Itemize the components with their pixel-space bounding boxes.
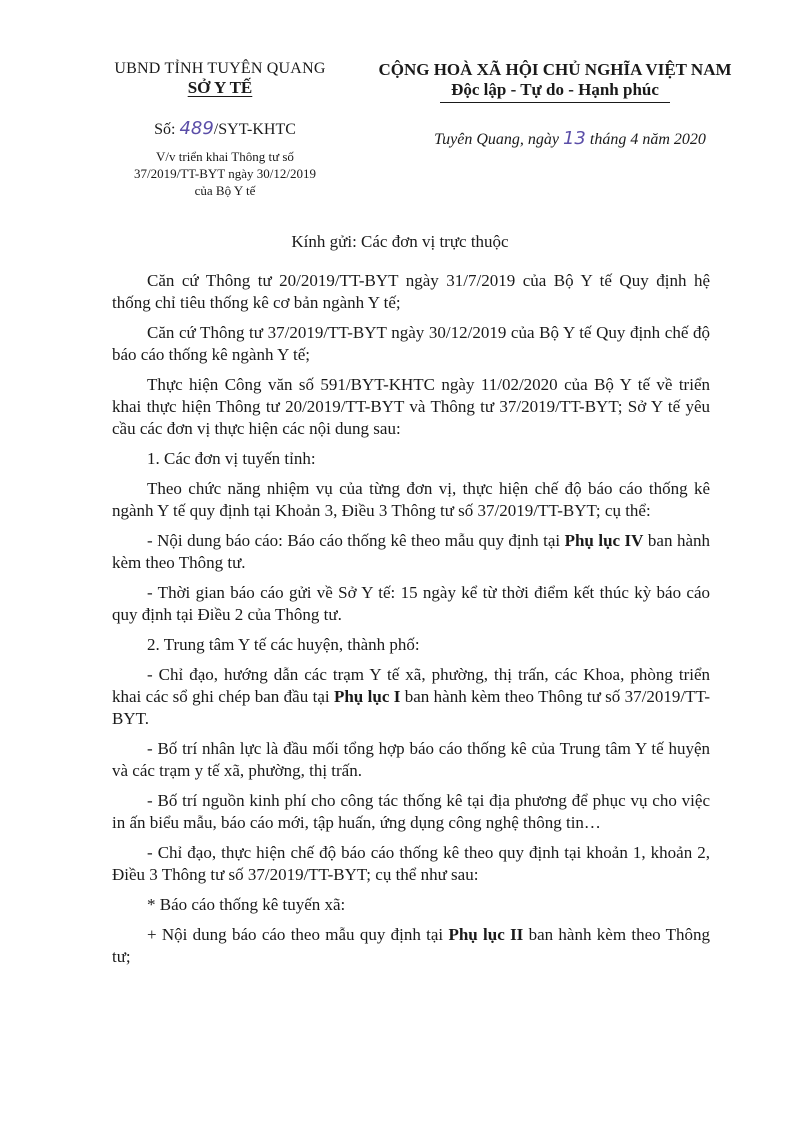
bold-appendix-ref: Phụ lục II: [448, 925, 524, 944]
subject-line: V/v triển khai Thông tư số: [156, 149, 294, 164]
subject-line: 37/2019/TT-BYT ngày 30/12/2019: [134, 166, 316, 181]
section-heading: 2. Trung tâm Y tế các huyện, thành phố:: [147, 635, 420, 654]
paragraph: [112, 530, 710, 574]
issuing-organization: [90, 60, 350, 98]
national-motto: [355, 60, 755, 103]
document-body: [112, 270, 710, 976]
department-name: SỞ Y TẾ: [187, 78, 253, 97]
paragraph: * Báo cáo thống kê tuyến xã:: [147, 895, 346, 914]
bold-appendix-ref: Phụ lục I: [333, 687, 401, 706]
paragraph: - Thời gian báo cáo gửi về Sở Y tế: 15 ngày kể từ thời điểm kết thúc kỳ báo cáo quy định tại Điều 2 của Thông tư.: [112, 583, 710, 624]
paragraph: Thực hiện Công văn số 591/BYT-KHTC ngày 11/02/2020 của Bộ Y tế về triển khai thực hiện Thông tư 20/2019/TT-BYT và Thông tư 37/2019/TT-BYT; Sở Y tế yêu cầu các đơn vị thực hiện các nội dung sau:: [112, 375, 710, 438]
document-number: [80, 118, 370, 139]
paragraph: [112, 664, 710, 730]
text-run: - Chỉ đạo, hướng dẫn các trạm Y tế xã, phường, thị trấn, các Khoa, phòng triển khai các sổ ghi chép ban đầu tại: [112, 665, 710, 706]
country-name: CỘNG HOÀ XÃ HỘI CHỦ NGHĨA VIỆT NAM: [378, 60, 732, 79]
paragraph: Theo chức năng nhiệm vụ của từng đơn vị, thực hiện chế độ báo cáo thống kê ngành Y tế quy định tại Khoản 3, Điều 3 Thông tư số 37/2019/TT-BYT; cụ thể:: [112, 479, 710, 520]
document-number-handwritten: 489: [179, 118, 214, 139]
paragraph: - Chỉ đạo, thực hiện chế độ báo cáo thống kê theo quy định tại khoản 1, khoản 2, Điều 3 Thông tư số 37/2019/TT-BYT; cụ thể như sau:: [112, 843, 710, 884]
motto-line: Độc lập - Tự do - Hạnh phúc: [451, 80, 659, 99]
section-heading: 1. Các đơn vị tuyến tỉnh:: [147, 449, 316, 468]
document-subject: [80, 148, 370, 199]
provincial-committee-name: UBND TỈNH TUYÊN QUANG: [114, 60, 326, 77]
text-run: - Nội dung báo cáo: Báo cáo thống kê theo mẫu quy định tại: [147, 531, 565, 550]
bold-appendix-ref: Phụ lục IV: [564, 531, 644, 550]
paragraph: - Bố trí nhân lực là đầu mối tổng hợp báo cáo thống kê của Trung tâm Y tế huyện và các trạm y tế xã, phường, thị trấn.: [112, 739, 710, 780]
document-number-prefix: Số:: [154, 121, 180, 138]
paragraph: Căn cứ Thông tư 20/2019/TT-BYT ngày 31/7/2019 của Bộ Y tế Quy định hệ thống chỉ tiêu thống kê cơ bản ngành Y tế;: [112, 271, 710, 312]
recipient-greeting: Kính gửi: Các đơn vị trực thuộc: [291, 232, 509, 251]
date-suffix: tháng 4 năm 2020: [585, 131, 706, 148]
motto-underline: [440, 102, 670, 103]
text-run: ban hành kèm theo Thông tư.: [112, 531, 710, 572]
place-and-date: [370, 128, 770, 149]
text-run: ban hành kèm theo Thông tư số 37/2019/TT-BYT.: [112, 687, 710, 728]
paragraph: Căn cứ Thông tư 37/2019/TT-BYT ngày 30/12/2019 của Bộ Y tế Quy định chế độ báo cáo thống kê ngành Y tế;: [112, 323, 710, 364]
paragraph: [112, 924, 710, 968]
text-run: + Nội dung báo cáo theo mẫu quy định tại: [147, 925, 449, 944]
date-prefix: Tuyên Quang, ngày: [434, 131, 563, 148]
text-run: ban hành kèm theo Thông tư;: [112, 925, 710, 966]
date-day-handwritten: 13: [562, 128, 586, 149]
paragraph: - Bố trí nguồn kinh phí cho công tác thống kê tại địa phương để phục vụ cho việc in ấn biểu mẫu, báo cáo mới, tập huấn, ứng dụng công nghệ thông tin…: [112, 791, 710, 832]
document-number-suffix: /SYT-KHTC: [213, 121, 296, 138]
subject-line: của Bộ Y tế: [194, 183, 256, 198]
